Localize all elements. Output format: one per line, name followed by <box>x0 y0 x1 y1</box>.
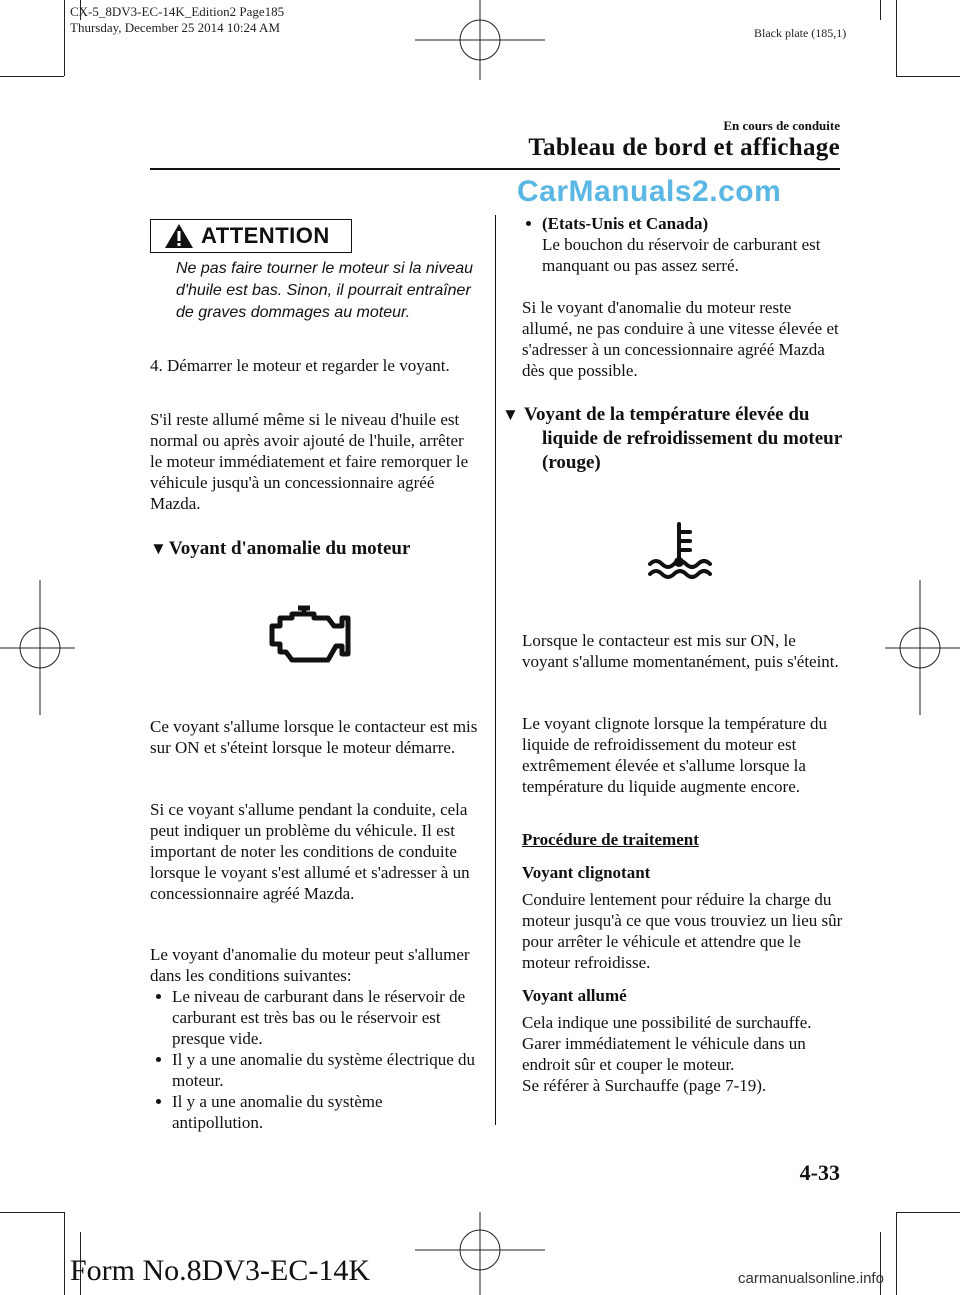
plate-label: Black plate (185,1) <box>754 26 847 40</box>
bullet-list <box>156 986 476 1133</box>
list-item: Il y a une anomalie du système électrique du moteur. <box>156 1049 476 1091</box>
column-divider <box>495 215 496 1125</box>
paragraph: Ce voyant s'allume lorsque le contacteur est mis sur ON et s'éteint lorsque le moteur démarre. <box>150 717 478 757</box>
list-item <box>526 213 860 276</box>
paragraph: Le voyant d'anomalie du moteur peut s'allumer dans les conditions suivantes: <box>150 945 470 985</box>
heading-text: Voyant d'anomalie du moteur <box>168 538 411 559</box>
attention-box <box>150 219 352 253</box>
triangle-marker-icon: ▼ <box>150 539 167 558</box>
bullet-text: Le bouchon du réservoir de carburant est manquant ou pas assez serré. <box>542 235 821 275</box>
section-heading: ▼ Voyant de la température élevée du liquide de refroidissement du moteur (rouge) <box>502 404 842 473</box>
header-rule <box>150 168 840 170</box>
page-number: 4-33 <box>799 1160 840 1185</box>
paragraph: Si ce voyant s'allume pendant la conduite, cela peut indiquer un problème du véhicule. Il est important de noter les conditions de conduite lorsque le voyant s'est allumé et s'adresser à un concessionnaire agréé Mazda. <box>150 800 470 903</box>
paragraph: S'il reste allumé même si le niveau d'huile est normal ou après avoir ajouté de l'huile, arrêter le moteur immédiatement et faire remorquer le véhicule jusqu'à un concessionnaire agréé Mazda. <box>150 410 469 513</box>
footer-url: carmanualsonline.info <box>738 1270 884 1287</box>
list-item: Le niveau de carburant dans le réservoir de carburant est très bas ou le réservoir est presque vide. <box>156 986 476 1049</box>
heading-text: Voyant de la température élevée du liquide de refroidissement du moteur (rouge) <box>524 404 842 473</box>
print-date-line: Thursday, December 25 2014 10:24 AM <box>70 20 281 35</box>
subheading: Voyant clignotant <box>522 863 651 882</box>
paragraph: Si le voyant d'anomalie du moteur reste allumé, ne pas conduire à une vitesse élevée et s'adresser à un concessionnaire agréé Mazda dès que possible. <box>522 298 839 380</box>
paragraph: Cela indique une possibilité de surchauffe. Garer immédiatement le véhicule dans un endroit sûr et couper le moteur. <box>522 1013 812 1074</box>
attention-text: Ne pas faire tourner le moteur si la niveau d'huile est bas. Sinon, il pourrait entraîner de graves dommages au moteur. <box>176 260 474 321</box>
paragraph: Conduire lentement pour réduire la charge du moteur jusqu'à ce que vous trouviez un lieu sûr pour arrêter le véhicule et attendre que le moteur refroidisse. <box>522 890 843 972</box>
paragraph: Lorsque le contacteur est mis sur ON, le voyant s'allume momentanément, puis s'éteint. <box>522 631 839 671</box>
list-item: Il y a une anomalie du système antipollution. <box>156 1091 476 1133</box>
subheading: Voyant allumé <box>522 986 627 1005</box>
form-number: Form No.8DV3-EC-14K <box>70 1254 370 1287</box>
section-heading <box>150 537 480 561</box>
coolant-temperature-icon <box>646 520 712 580</box>
print-file-line: CX-5_8DV3-EC-14K_Edition2 Page185 <box>70 4 285 19</box>
page-title: Tableau de bord et affichage <box>528 134 840 161</box>
bullet-title: (Etats-Unis et Canada) <box>542 214 709 233</box>
section-subtitle: En cours de conduite <box>723 118 840 133</box>
procedure-title: Procédure de traitement <box>522 830 699 849</box>
step-4: 4. Démarrer le moteur et regarder le voyant. <box>150 356 450 375</box>
watermark-text: CarManuals2.com <box>517 175 782 208</box>
attention-label: ATTENTION <box>201 223 330 248</box>
engine-check-icon <box>262 604 356 668</box>
warning-icon <box>163 222 195 250</box>
cross-reference: Se référer à Surchauffe (page 7-19). <box>522 1076 767 1095</box>
paragraph: Le voyant clignote lorsque la température du liquide de refroidissement du moteur est extrêmement élevée et s'allume lorsque la température du liquide augmente encore. <box>522 714 827 796</box>
